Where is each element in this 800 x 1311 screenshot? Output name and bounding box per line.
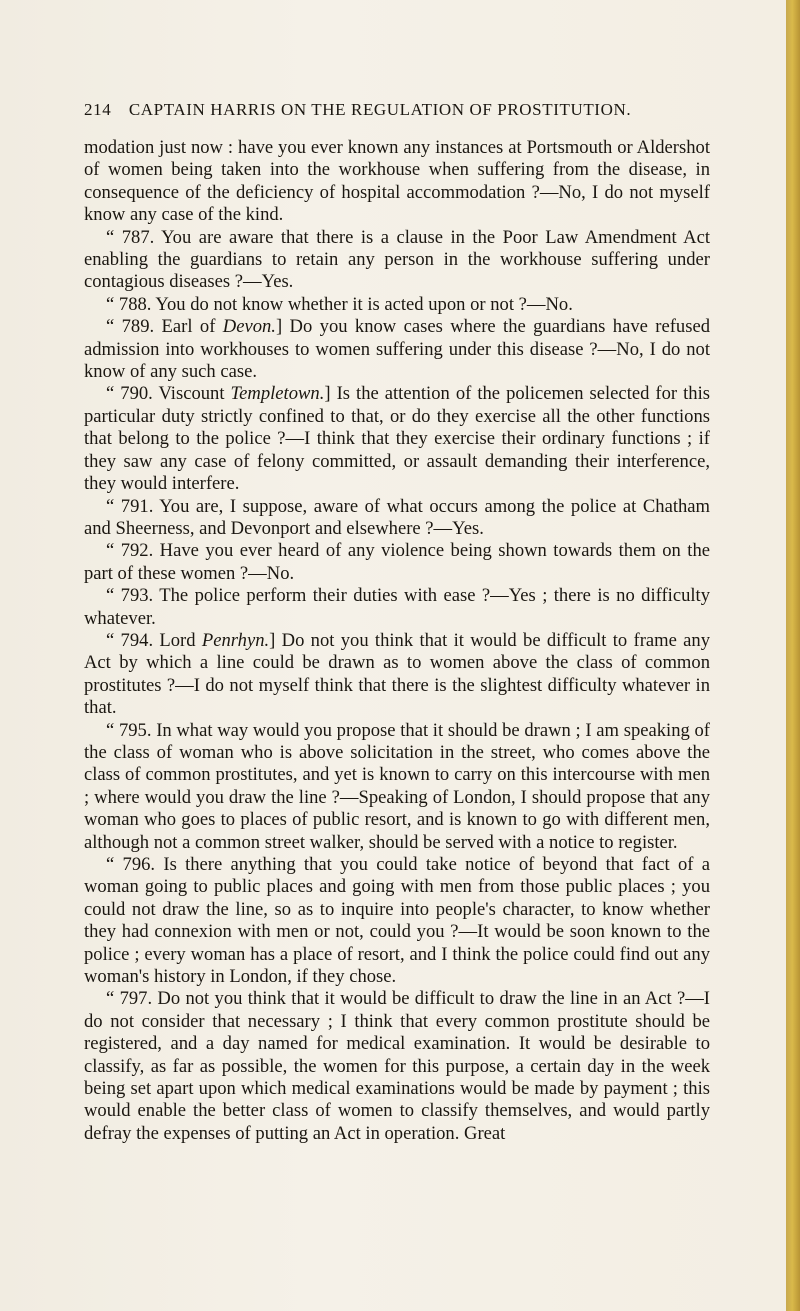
paragraph-question-787: “ 787. You are aware that there is a clause in the Poor Law Amendment Act enabling the guardians to retain any person in the workhouse suffering under contagious diseases ?—Yes. (84, 226, 710, 293)
speaker-name: Devon. (222, 316, 276, 338)
paragraph-question-792: “ 792. Have you ever heard of any violence being shown towards them on the part of these women ?—No. (84, 540, 710, 584)
paragraph-question-791: “ 791. You are, I suppose, aware of what occurs among the police at Chatham and Sheerness, and Devonport and elsewhere ?—Yes. (84, 495, 710, 539)
running-head-title: CAPTAIN HARRIS ON THE REGULATION OF PROSTITUTION. (128, 100, 632, 119)
speaker-name: Penrhyn. (201, 629, 270, 651)
paragraph-question-793: “ 793. The police perform their duties with ease ?—Yes ; there is no difficulty whatever. (84, 585, 710, 629)
page-number: 214 (84, 100, 112, 119)
paragraph-continuation: modation just now : have you ever known any instances at Portsmouth or Aldershot of women being taken into the workhouse when suffering from the disease, in consequence of the deficiency of hospital accommodation ?—No, I do not myself know any case of the kind. (84, 137, 710, 226)
paragraph-question-797: “ 797. Do not you think that it would be difficult to draw the line in an Act ?—I do not consider that necessary ; I think that every common prostitute should be registered, and a day named for medical examination. It would be desirable to classify, as far as possible, the women for this purpose, a certain day in the week being set apart upon which medical examinations would be made by payment ; this would enable the better class of women to classify themselves, and would partly defray the expenses of putting an Act in operation. Great (84, 988, 710, 1144)
paragraph-question-796: “ 796. Is there anything that you could take notice of beyond that fact of a woman going to public places and going with men from those public places ; you could not draw the line, so as to inquire into people's character, to know whether they had connexion with men or not, could you ?—It would be soon known to the police ; every woman has a place of resort, and I think the police could find out any woman's history in London, if they chose. (84, 854, 710, 988)
paragraph-question-794: “ 794. Lord Penrhyn.] Do not you think that it would be difficult to frame any Act by which a line could be drawn as to women above the class of common prostitutes ?—I do not myself think that there is the slightest difficulty whatever in that. (84, 629, 710, 719)
speaker-name: Templetown. (230, 383, 325, 405)
running-head (84, 100, 714, 124)
paragraph-question-788: “ 788. You do not know whether it is acted upon or not ?—No. (106, 293, 573, 315)
paragraph-question-790: “ 790. Viscount Templetown.] Is the attention of the policemen selected for this particular duty strictly confined to that, or do they exercise all the other functions that belong to the police ?—I think that they exercise their ordinary functions ; if they saw any case of felony committed, or assault demanding their interference, they would interfere. (84, 383, 710, 495)
paragraph-question-795: “ 795. In what way would you propose that it should be drawn ; I am speaking of the class of woman who is above solicitation in the street, who comes above the class of common prostitutes, and yet is known to carry on this intercourse with men ; where would you draw the line ?—Speaking of London, I should propose that any woman who goes to places of public resort, and is known to go with different men, although not a common street walker, should be served with a notice to register. (84, 719, 710, 853)
body-text (84, 137, 710, 1145)
page-gilt-edge (786, 0, 800, 1311)
paragraph-question-789: “ 789. Earl of Devon.] Do you know cases where the guardians have refused admission into workhouses to women suffering under this disease ?—No, I do not know of any such case. (84, 316, 711, 383)
